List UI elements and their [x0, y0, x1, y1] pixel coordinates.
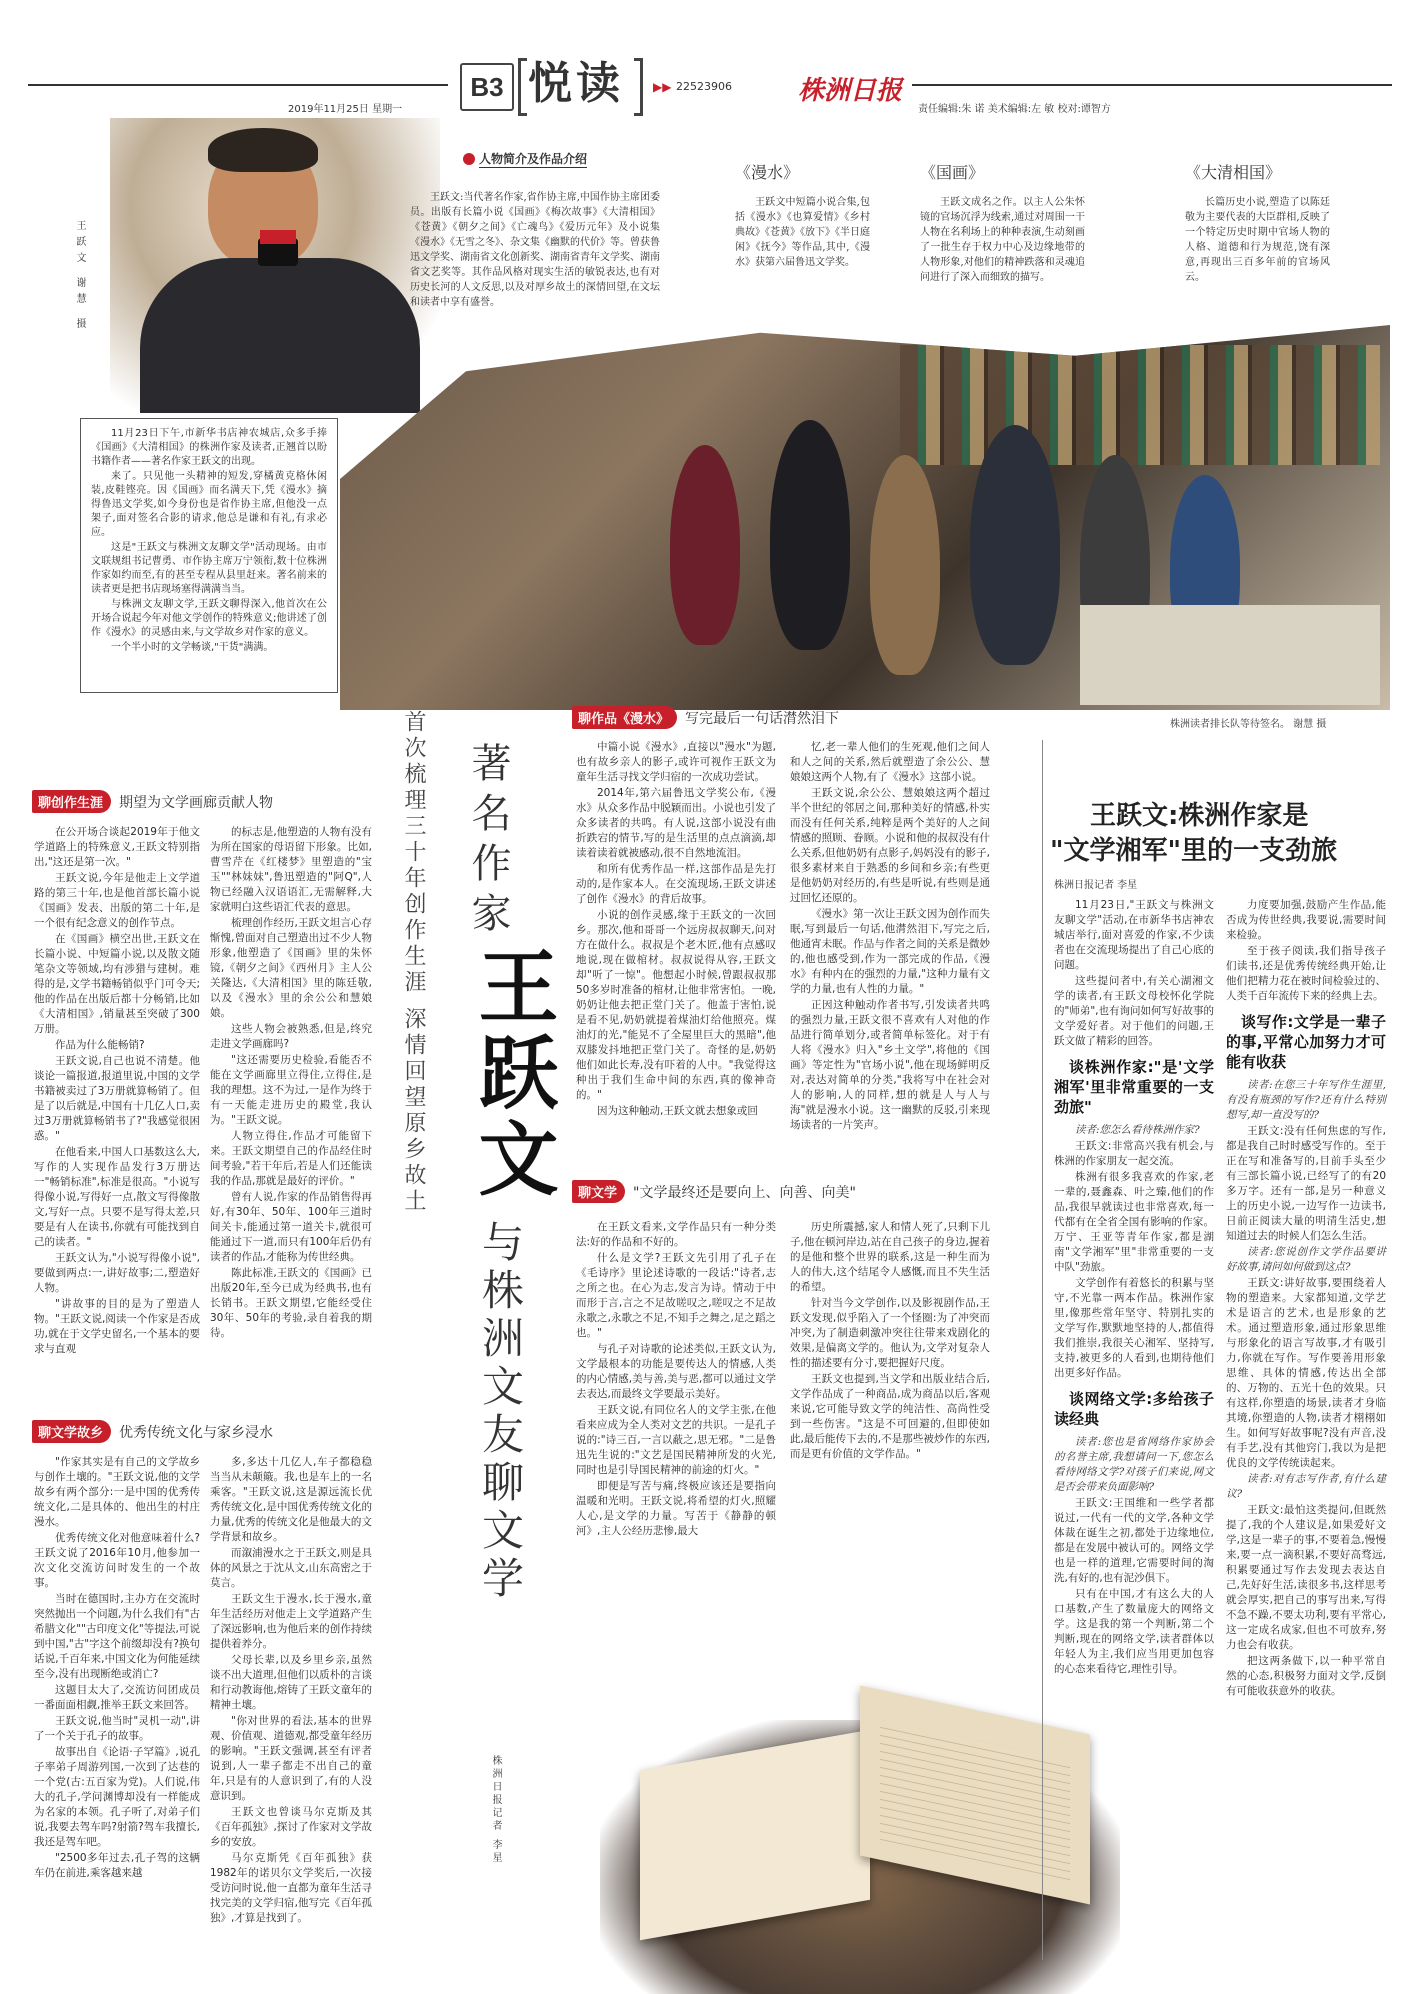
section-tag: 聊作品《漫水》 [572, 706, 677, 729]
lead-paragraph: 这是"王跃文与株洲文友聊文学"活动现场。由市文联规组书记曹勇、市作协主席万宁领衔,数十位株洲作家如约而至,有的甚至专程从县里赶来。著名前来的读者更是把书店现场塞得满满当当。 [91, 542, 327, 595]
answer-paragraph: 文学创作有着悠长的积累与坚守,不光靠一两本作品。株洲作家里,像那些常年坚守、特别扎实的文学写作,默默地坚持的人,都值得我们推崇,我很关心湘军、坚持写,支持,被更多的人看到,也期待他们出更多好作品。 [1054, 1277, 1214, 1379]
paper-logo: 株洲日报 [798, 76, 903, 106]
side-subhead: 谈株洲作家:"是'文学湘军'里非常重要的一支劲旅" [1054, 1058, 1214, 1116]
literature-column-2 [790, 1220, 990, 1463]
signing-photo [340, 325, 1390, 710]
work-title: 《漫水》 [735, 163, 800, 182]
date-line: 2019年11月25日 星期一 [288, 104, 403, 115]
headline-byline: 株洲日报记者 李星 [490, 1755, 501, 1866]
body-paragraph: 在公开场合谈起2019年于他文学道路上的特殊意义,王跃文特别指出,"这还是第一次。" [34, 826, 200, 868]
body-paragraph: 马尔克斯凭《百年孤独》获1982年的诺贝尔文学奖后,一次接受访问时说,他一直都为童年生活寻找完美的文学归宿,他写完《百年孤独》,才算是找到了。 [210, 1852, 372, 1924]
body-paragraph: 王跃文说,有同位名人的文学主张,在他看来应成为全人类对文艺的共识。一是孔子说的:"诗三百,一言以蔽之,思无邪。"二是鲁迅先生说的:"文艺是国民精神所发的火光,同时也是引导国民精神的前途的灯火。" [576, 1404, 776, 1476]
body-paragraph: 王跃文说,自己也说不清楚。他谈论一篇报道,报道里说,中国的文学书籍被卖过了3万册就算畅销了。但是了以后就是,中国有十几亿人口,卖过3万册就算畅销书了?"我感觉很困惑。" [34, 1055, 200, 1142]
body-paragraph: 和所有优秀作品一样,这部作品是先打动的,是作家本人。在交流现场,王跃文讲述了创作《漫水》的背后故事。 [576, 863, 776, 905]
work-manshui [735, 160, 870, 270]
headline-pre: 著名作家 [465, 742, 511, 942]
signing-table [1080, 605, 1380, 705]
body-paragraph: 历史所震撼,家人和情人死了,只剩下儿子,他在顿河岸边,站在自己孩子的身边,握着的是他和整个世界的联系,这是一种生而为人的伟大,这个结尾令人感慨,而且不失生活的希望。 [790, 1221, 990, 1293]
side-subhead: 谈写作:文学是一辈子的事,平常心加努力才可能有收获 [1226, 1013, 1386, 1071]
lead-paragraph: 11月23日下午,市新华书店神农城店,众多手捧《国画》《大清相国》的株洲作家及读者,正翘首以盼书籍作者——著名作家王跃文的出现。 [91, 428, 327, 467]
side-title-line1: 王跃文:株洲作家是 [1090, 801, 1309, 831]
body-paragraph: 王跃文说,余公公、慧娘娘这两个超过半个世纪的邻居之间,那种美好的情感,朴实而没有任何关系,纯粹是两个美好的人之间情感的照顾、眷顾。小说和他的叔叔没有什么关系,但他奶奶有点影子,妈妈没有的影子,很多素材来自于熟悉的乡间和乡亲;有些更是他奶奶对经历的,有些是听说,有些则是通过回忆还原的。 [790, 787, 990, 904]
body-paragraph: 王跃文说,今年是他走上文学道路的第三十年,也是他首部长篇小说《国画》发表、出版的第二十年,是一个很有纪念意义的创作节点。 [34, 872, 200, 929]
section-title: 写完最后一句话潸然泪下 [685, 710, 840, 727]
section-tag: 聊文学故乡 [32, 1420, 111, 1443]
body-paragraph: 正因这种触动作者书写,引发读者共鸣的强烈力量,王跃文很不喜欢有人对他的作品进行简单划分,或者简单标签化。对于有人将《漫水》归入"乡土文学",将他的《国画》等定性为"官场小说",他在现场鲜明反对,表达对简单的分类,"我将写中在社会对人的影响,人的同样,想的就是人与人与海"就是漫水小说。这一幽默的反驳,引来现场读者的一片笑声。 [790, 999, 990, 1131]
author-bio: 王跃文:当代著名作家,省作协主席,中国作协主席团委员。出版有长篇小说《国画》《梅次故事》《大清相国》《苍黄》《朝夕之间》《亡魂鸟》《爱历元年》及小说集《漫水》《无雪之冬》、杂文集《幽默的代价》等。曾获鲁迅文学奖、湖南省文化创新奖、湖南省青年文学奖、湖南省文艺奖等。其作品风格对现实生活的敏锐表达,也有对历史长河的人文反思,以及对厚乡故土的深情回望,在文坛和读者中享有盛誉。 [410, 192, 660, 308]
body-paragraph: 因为这种触动,王跃文就去想象或回 [597, 1105, 758, 1117]
body-paragraph: 曾有人说,作家的作品销售得再好,有30年、50年、100年三道时间关卡,能通过第一道关卡,就很可能通过下一道,而只有100年后仍有读者的作品,才能称为传世经典。 [210, 1191, 372, 1263]
reader-question: 读者:对有志写作者,有什么建议? [1226, 1473, 1386, 1500]
page-number-badge: B3 [460, 63, 514, 111]
reader-question: 读者:您怎么看待株洲作家? [1075, 1124, 1200, 1136]
body-paragraph: 人物立得住,作品才可能留下来。王跃文期望自己的作品经住时间考验,"若干年后,若是人们还能读我的作品,那就是最好的评价。" [210, 1130, 372, 1187]
body-paragraph: 在他看来,中国人口基数这么大,写作的人实现作品发行3万册达一"畅销标准",标准是很高。"小说写得像小说,写得好一点,散文写得像散文,写好一点。只要不是写得太差,只要是有人在读书,你就有可能找到自己的读者。" [34, 1146, 200, 1248]
lead-paragraph: 一个半小时的文学畅谈,"干货"满满。 [111, 642, 274, 653]
body-paragraph: 王跃文认为,"小说写得像小说",要做到两点:一,讲好故事;二,塑造好人物。 [34, 1252, 200, 1294]
author-hair [208, 128, 318, 172]
body-paragraph: 的标志是,他塑造的人物有没有为所在国家的母语留下形象。比如,曹雪芹在《红楼梦》里塑造的"宝玉""林妹妹",鲁迅塑造的"阿Q",人物已经融入汉语语汇,无需解释,大家就明白这些语汇代表的意思。 [210, 826, 372, 913]
answer-paragraph: 王跃文:没有任何焦虑的写作,都是我自己时时感受写作的。至于正在写和准备写的,目前手头至少有三部长篇小说,已经写了的有20多万字。还有一部,是另一种意义上的历史小说,一边写作一边读书,日前正阅读大量的明清生活史,想知道过去的时候人们怎么生活。 [1226, 1125, 1386, 1242]
body-paragraph: 而溆浦漫水之于王跃文,则是具体的风景之于沈从文,山东高密之于莫言。 [210, 1547, 372, 1589]
section-bracket-right [634, 58, 643, 116]
body-paragraph: 在《国画》横空出世,王跃文在长篇小说、中短篇小说,以及散文随笔杂文等领域,均有涉猎与建树。难得的是,文学书籍畅销似乎门可令天;他的作品在出版后都十分畅销,比如《大清相国》,销量甚至突破了300万册。 [34, 933, 200, 1035]
masthead-left-rule [28, 84, 448, 86]
career-column-1 [34, 825, 200, 1358]
body-paragraph: 故事出自《论语·子罕篇》,说孔子率弟子周游列国,一次到了达巷的一个党(古:五百家为党)。人们说,伟大的孔子,学问渊博却没有一样能成为名家的本领。孔子听了,对弟子们说,我要去驾车吗?射箭?驾车我擅长,我还是驾车吧。 [34, 1746, 200, 1848]
answer-paragraph: 王跃文:非常高兴我有机会,与株洲的作家朋友一起交流。 [1054, 1140, 1214, 1167]
section-title: 优秀传统文化与家乡浸水 [119, 1424, 274, 1441]
body-paragraph: 与孔子对诗歌的论述类似,王跃文认为,文学最根本的功能是要传达人的情感,人类的内心情感,美与善,美与恶,都可以通过文学去表达,而最终文学要最示美好。 [576, 1343, 776, 1400]
body-paragraph: 小说的创作灵感,缘于王跃文的一次回乡。那次,他和哥哥一个远房叔叔聊天,问对方在做什么。叔叔是个老木匠,他有点感叹地说,现在做棺材。叔叔说得从容,王跃文却"听了一惊"。他想起小时候,曾跟叔叔那50多岁时准备的棺材,让他非常害怕。一晚,奶奶让他去把正堂门关了。他盖于害怕,说是看不见,奶奶就提着煤油灯给他照亮。煤油灯的光,"能晃不了全屋里巨大的黑暗",他双膝发抖地把正堂门关了。奇怪的是,奶奶他们如此长寿,没有吓着的人中。"我觉得这种出于我们生命中间的东西,真的像神奇的。" [576, 909, 776, 1101]
header-right-rule [912, 84, 1392, 86]
side-divider [1042, 740, 1043, 1960]
literature-column-1 [576, 1220, 776, 1540]
reader [870, 455, 940, 675]
body-paragraph: "这还需要历史检验,看能否不能在文学画廊里立得住,立得住,是我的理想。这不为过,一是作为终于有一天能走进历史的殿堂,我认为。"王跃文说。 [210, 1054, 372, 1126]
intro-tag-bullet-icon [463, 153, 475, 165]
section-bracket-left [518, 58, 527, 116]
body-paragraph: 优秀传统文化对他意味着什么?王跃文说了2016年10月,他参加一次文化交流访问时发生的一个故事。 [34, 1532, 200, 1589]
body-paragraph: 王跃文也提到,当文学和出版业结合后,文学作品成了一种商品,成为商品以后,客观来说,它可能导致文学的纯洁性、高尚性受到一些伤害。"这是不可回避的,但即使如此,最后能传下去的,不是那些被炒作的东西,而是更有价值的文学作品。" [790, 1373, 990, 1460]
body-paragraph: 多,多达十几亿人,车子都稳稳当当从未颠簸。我,也是车上的一名乘客。"王跃文说,这是源远流长优秀传统文化,是中国优秀传统文化的力量,优秀的传统文化是他最大的文学背景和故乡。 [210, 1456, 372, 1543]
career-column-2 [210, 825, 372, 1342]
reader [670, 445, 740, 645]
body-paragraph: 《漫水》第一次让王跃文因为创作而失眠,写到最后一句话,他潸然泪下,写完之后,他通宵未眠。作品与作者之间的关系是微妙的,他也感受到,作为一部完成的作品,《漫水》有种内在的强烈的力量,"这种力量有文学的力量,也有人性的力量。" [790, 908, 990, 995]
lead-paragraph: 来了。只见他一头精神的短发,穿橘黄克格休闲装,皮鞋铿亮。因《国画》而名满天下,凭《漫水》摘得鲁迅文学奖,如今身份也是省作协主席,但他没一点架子,面对签名合影的请求,他总是谦和有礼,有求必应。 [91, 471, 327, 538]
body-paragraph: 这些人物会被熟悉,但是,终究走进文学画廊吗? [210, 1023, 372, 1050]
body-paragraph: 什么是文学?王跃文先引用了孔子在《毛诗序》里论述诗歌的一段话:"诗者,志之所之也。在心为志,发言为诗。情动于中而形于言,言之不足故嗟叹之,嗟叹之不足故永歌之,永歌之不足,不知手之舞之,足之蹈之也。" [576, 1252, 776, 1339]
masthead [28, 58, 1392, 118]
lead-paragraph: 与株洲文友聊文学,王跃文聊得深入,他首次在公开场合说起今年对他文学创作的特殊意义;他讲述了创作《漫水》的灵感由来,与文学故乡对作家的意义。 [91, 599, 327, 638]
photo-caption: 株洲读者排长队等待签名。 谢慧 摄 [1170, 719, 1327, 730]
headline-kicker: 首次梳理三十年创作生涯 深情回望原乡故土 [401, 710, 426, 1215]
body-paragraph: 中篇小说《漫水》,直接以"漫水"为题,也有故乡亲人的影子,或许可视作王跃文为童年生活寻找文学归宿的一次成功尝试。 [576, 741, 776, 783]
reader-question: 读者:在您三十年写作生涯里,有没有瓶颈的写作?还有什么特别想写,却一直没写的? [1226, 1079, 1386, 1121]
body-paragraph: 2014年,第六届鲁迅文学奖公布,《漫水》从众多作品中脱颖而出。小说也引发了众多读者的共鸣。有人说,这部小说没有曲折跌宕的情节,写的是生活里的点点滴滴,却读着读着就被感动,很不自然地流泪。 [576, 787, 776, 859]
body-paragraph: 作品为什么能畅销? [55, 1039, 145, 1051]
reader-question: 读者:您说创作文学作品要讲好故事,请问如何做到这点? [1226, 1246, 1386, 1273]
body-paragraph: 王跃文也曾谈马尔克斯及其《百年孤独》,探讨了作家对文学故乡的安放。 [210, 1806, 372, 1848]
answer-paragraph: 王跃文:王国维和一些学者都说过,一代有一代的文学,各种文学体裁在诞生之初,都处于边缘地位,都是在发展中被认可的。网络文学也是一样的道理,它需要时间的淘洗,有好的,也有泥沙俱下。 [1054, 1497, 1214, 1584]
arrow-icon: ▶▶ [653, 80, 672, 94]
body-paragraph: 梳理创作经历,王跃文坦言心存惭愧,曾面对自己塑造出过不少人物形象,他塑造了《国画》里的朱怀镜,《朝夕之间》《西州月》主人公关隆达,《大清相国》里的陈廷敬,以及《漫水》里的余公公和慧娘娘。 [210, 917, 372, 1019]
body-paragraph: 针对当今文学创作,以及影视剧作品,王跃文发现,似乎陷入了一个怪圈:为了冲突而冲突,为了制造刺激冲突往往带来戏剧化的效果,是偏离文学的。他认为,文学对复杂人性的描述要有分寸,要把握好尺度。 [790, 1297, 990, 1369]
side-title-line2: "文学湘军"里的一支劲旅 [1050, 836, 1338, 866]
hometown-column-2 [210, 1455, 372, 1927]
work-desc: 王跃文中短篇小说合集,包括《漫水》《也算爱情》《乡村典故》《苍黄》《放下》《半日庭闲》《抚今》等作品,其中,《漫水》获第六届鲁迅文学奖。 [735, 197, 870, 268]
work-guohua [920, 160, 1085, 285]
bookshelf [900, 345, 1380, 465]
answer-paragraph: 王跃文:最怕这类提问,但既然提了,我的个人建议是,如果爱好文学,这是一辈子的事,不要着急,慢慢来,要一点一滴积累,不要好高骛远,积累要通过写作去发现去表达自己,先好好生活,读很多书,这样思考就会厚实,把自己的事写出来,写得不急不躁,不要太功利,要有平常心,这一定成名成家,但也不可放弃,努力也会有收获。 [1226, 1504, 1386, 1651]
work-desc: 王跃文成名之作。以主人公朱怀镜的官场沉浮为线索,通过对周围一干人物在名利场上的种种表演,生动刻画了一批生存于权力中心及边缘地带的人物形象,对他们的精神跌落和灵魂追问进行了深入而细致的描写。 [920, 197, 1085, 283]
portrait-caption: 王跃文 谢慧 摄 [74, 220, 85, 335]
body-paragraph: "2500多年过去,孔子驾的这辆车仍在前进,乘客越来越 [34, 1852, 200, 1879]
body-paragraph: 在王跃文看来,文学作品只有一种分类法:好的作品和不好的。 [576, 1221, 776, 1248]
intro-tag-label: 人物简介及作品介绍 [479, 152, 588, 166]
phone-number: 22523906 [676, 80, 732, 93]
body-paragraph: 即便是写苦与痛,终极应该还是要指向温暖和光明。王跃文说,将希望的灯火,照耀人心,是文学的力量。写苦于《静静的顿河》,主人公经历悲惨,最大 [576, 1480, 776, 1537]
answer-paragraph: 力度要加强,鼓励产生作品,能否成为传世经典,我要说,需要时间来检验。 [1226, 899, 1386, 941]
body-paragraph: 忆,老一辈人他们的生死观,他们之间人和人之间的关系,然后就塑造了余公公、慧娘娘这两个人物,有了《漫水》这部小说。 [790, 741, 990, 783]
reader-question: 读者:您也是省网络作家协会的名誉主席,我想请问一下,您怎么看待网络文学?对孩子们来说,网文是否会带来负面影响? [1054, 1436, 1214, 1493]
editors-line: 责任编辑:朱 诺 美术编辑:左 敏 校对:谭智方 [918, 104, 1111, 115]
work-daqing [1185, 160, 1330, 285]
answer-paragraph: 这些提问者中,有关心湖湘文学的读者,有王跃文母校怀化学院的"师弟",也有询问如何写好故事的文学爱好者。对于他们的问题,王跃文做了精彩的回答。 [1054, 975, 1214, 1047]
manshui-column-2 [790, 740, 990, 1134]
side-column-2 [1226, 898, 1386, 1700]
work-title: 《国画》 [920, 163, 985, 182]
intro-tag [463, 150, 587, 168]
body-paragraph: 陈此标准,王跃文的《国画》已出版20年,至今已成为经典书,也有长销书。王跃文期望,它能经受住30年、50年的考验,录自着我的期待。 [210, 1267, 372, 1339]
answer-paragraph: 11月23日,"王跃文与株洲文友聊文学"活动,在市新华书店神农城店举行,面对喜爱的作家,不少读者也在交流现场提出了自己心底的问题。 [1054, 899, 1214, 971]
answer-paragraph: 把这两条做下,以一种平常自然的心态,积极努力面对文学,反倒有可能收获意外的收获。 [1226, 1655, 1386, 1697]
body-paragraph: "作家其实是有自己的文学故乡与创作土壤的。"王跃文说,他的文学故乡有两个部分:一是中国的优秀传统文化,二是具体的、他出生的村庄漫水。 [34, 1456, 200, 1528]
section-tag: 聊文学 [572, 1180, 625, 1203]
section-title: "文学最终还是要向上、向善、向美" [633, 1184, 856, 1201]
section-title: 期望为文学画廊贡献人物 [119, 794, 274, 811]
author-body [140, 258, 420, 413]
answer-paragraph: 只有在中国,才有这么大的人口基数,产生了数量庞大的网络文学。这是我的第一个判断,第二个判断,现在的网络文学,读者群体以年轻人为主,我们应当用更加包容的心态来看待它,理性引导。 [1054, 1588, 1214, 1675]
lead-box [80, 418, 338, 693]
open-book-image [560, 1600, 1120, 1994]
body-paragraph: 父母长辈,以及乡里乡亲,虽然谈不出大道理,但他们以质朴的言谈和行动教诲他,熔铸了王跃文童年的精神土壤。 [210, 1654, 372, 1711]
side-byline: 株洲日报记者 李星 [1054, 880, 1138, 891]
body-paragraph: 这题目太大了,交流访问团成员一番面面相觑,推举王跃文来回答。 [34, 1684, 200, 1711]
section-tag: 聊创作生涯 [32, 790, 111, 813]
section-title: 悦读 [528, 58, 624, 109]
manshui-column-1 [576, 740, 776, 1120]
body-paragraph: "讲故事的目的是为了塑造人物。"王跃文说,阅读一个作家是否成功,就在于文学史留名,一个基本的要求与直观 [34, 1298, 200, 1355]
reader [770, 420, 850, 650]
work-title: 《大清相国》 [1185, 163, 1282, 182]
headline-post: 与株洲文友聊文学 [476, 1220, 525, 1604]
body-paragraph: 王跃文说,他当时"灵机一动",讲了一个关于孔子的故事。 [34, 1715, 200, 1742]
work-desc: 长篇历史小说,塑造了以陈廷敬为主要代表的大臣群相,反映了一个特定历史时期中官场人物的人格、道德和行为规范,饶有深意,再现出三百多年前的官场风云。 [1185, 197, 1330, 283]
reader [970, 425, 1060, 665]
hometown-column-1 [34, 1455, 200, 1882]
body-paragraph: "你对世界的看法,基本的世界观、价值观、道德观,都受童年经历的影响。"王跃文强调,甚至有评者说到,人一辈子都走不出自己的童年,只是有的人意识到了,有的人没意识到。 [210, 1715, 372, 1802]
side-column-1 [1054, 898, 1214, 1678]
mic-flag [260, 230, 296, 244]
answer-paragraph: 株洲有很多我喜欢的作家,老一辈的,聂鑫森、叶之臻,他们的作品,我很早就读过也非常喜欢,每一代都有在全省全国有影响的作家。万宁、王亚等青年作家,都是湖南"文学湘军"里"非常重要的一支中队"劲旅。 [1054, 1171, 1214, 1273]
section-heading-career [32, 790, 273, 813]
section-heading-manshui [572, 706, 839, 729]
answer-paragraph: 王跃文:讲好故事,要围绕着人物的塑造来。大家都知道,文学艺术是语言的艺术,也是形象的艺术。通过塑造形象,通过形象思维与形象化的语言写故事,才有吸引力,你就在写作。写作要善用形象思维、具体的情感,传达出全部的、万物的、五光十色的效果。只有这样,你塑造的场景,读者才身临其境,你塑造的人物,读者才栩栩如生。如何写好故事呢?没有声音,没有手艺,没有其他窍门,我以为是把优良的文学传统读起来。 [1226, 1277, 1386, 1469]
section-heading-hometown [32, 1420, 273, 1443]
section-heading-literature [572, 1180, 856, 1203]
headline-name: 王跃文 [465, 945, 559, 1203]
answer-paragraph: 至于孩子阅读,我们指导孩子们读书,还是优秀传统经典开始,让他们把精力花在被时间检验过的、人类千百年流传下来的经典上去。 [1226, 945, 1386, 1002]
portrait-photo [110, 118, 440, 413]
body-paragraph: 当时在德国时,主办方在交流时突然抛出一个问题,为什么我们有"古希腊文化""古印度文化"等提法,可说到中国,"古"字这个前缀却没有?换句话说,千百年来,中国文化为何能延续至今,没有出现断绝或消亡? [34, 1593, 200, 1680]
body-paragraph: 王跃文生于漫水,长于漫水,童年生活经历对他走上文学道路产生了深远影响,也为他后来的创作持续提供着养分。 [210, 1593, 372, 1650]
side-subhead: 谈网络文学:多给孩子读经典 [1054, 1390, 1214, 1428]
